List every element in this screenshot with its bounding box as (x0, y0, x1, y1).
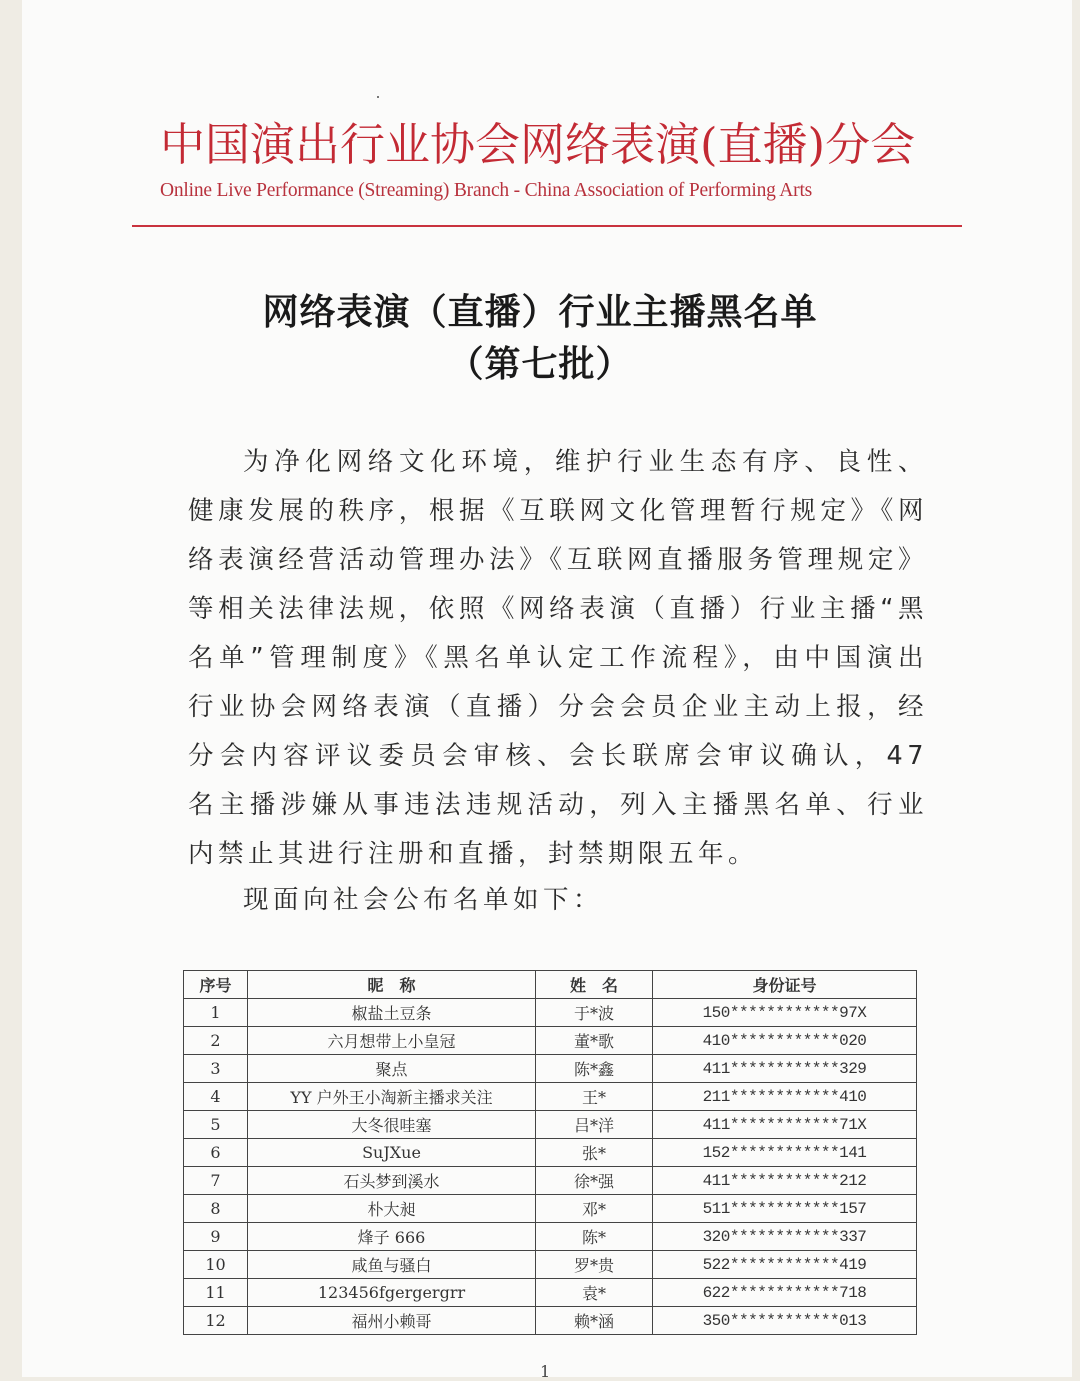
cell-id-number: 152************141 (653, 1139, 917, 1167)
table-row (184, 1307, 917, 1335)
body-paragraph (188, 438, 928, 879)
table-row (184, 999, 917, 1027)
cell-nickname: 石头梦到溪水 (248, 1167, 536, 1195)
cell-id-number: 150************97X (653, 999, 917, 1027)
cell-id-number: 622************718 (653, 1279, 917, 1307)
table-row (184, 1195, 917, 1223)
cell-id-number: 350************013 (653, 1307, 917, 1335)
cell-seq: 7 (184, 1167, 248, 1195)
cell-nickname: 大冬很哇塞 (248, 1111, 536, 1139)
table-row (184, 1279, 917, 1307)
letterhead-org-name-en: Online Live Performance (Streaming) Branch - China Association of Performing Arts (160, 180, 813, 201)
document-subtitle-batch: （第七批） (447, 344, 633, 385)
cell-id-number: 522************419 (653, 1251, 917, 1279)
letterhead-org-name-cn: 中国演出行业协会网络表演(直播)分会 (160, 118, 916, 171)
cell-name: 王* (536, 1083, 653, 1111)
scan-speck (377, 96, 379, 98)
cell-nickname: 咸鱼与骚白 (248, 1251, 536, 1279)
cell-id-number: 511************157 (653, 1195, 917, 1223)
cell-id-number: 411************212 (653, 1167, 917, 1195)
header-seq: 序号 (184, 971, 248, 999)
page-number: 1 (540, 1362, 551, 1381)
cell-name: 陈*鑫 (536, 1055, 653, 1083)
table-header-row (184, 971, 917, 999)
cell-seq: 8 (184, 1195, 248, 1223)
cell-name: 张* (536, 1139, 653, 1167)
cell-name: 于*波 (536, 999, 653, 1027)
cell-id-number: 320************337 (653, 1223, 917, 1251)
cell-name: 罗*贵 (536, 1251, 653, 1279)
cell-id-number: 410************020 (653, 1027, 917, 1055)
cell-nickname: 六月想带上小皇冠 (248, 1027, 536, 1055)
table-row (184, 1027, 917, 1055)
cell-name: 董*歌 (536, 1027, 653, 1055)
cell-id-number: 411************329 (653, 1055, 917, 1083)
cell-seq: 10 (184, 1251, 248, 1279)
cell-nickname: 聚点 (248, 1055, 536, 1083)
cell-seq: 4 (184, 1083, 248, 1111)
cell-nickname: SuJXue (248, 1139, 536, 1167)
cell-seq: 12 (184, 1307, 248, 1335)
header-name: 姓 名 (536, 971, 653, 999)
cell-seq: 6 (184, 1139, 248, 1167)
cell-seq: 9 (184, 1223, 248, 1251)
table-row (184, 1111, 917, 1139)
announcement-line: 现面向社会公布名单如下： (243, 885, 604, 915)
cell-nickname: 福州小赖哥 (248, 1307, 536, 1335)
table-row (184, 1167, 917, 1195)
table-row (184, 1055, 917, 1083)
cell-name: 袁* (536, 1279, 653, 1307)
table-row (184, 1083, 917, 1111)
cell-name: 徐*强 (536, 1167, 653, 1195)
cell-seq: 1 (184, 999, 248, 1027)
cell-id-number: 411************71X (653, 1111, 917, 1139)
cell-name: 吕*洋 (536, 1111, 653, 1139)
header-id-number: 身份证号 (653, 971, 917, 999)
header-nickname: 昵 称 (248, 971, 536, 999)
cell-seq: 11 (184, 1279, 248, 1307)
cell-nickname: YY 户外王小淘新主播求关注 (248, 1083, 536, 1111)
table-row (184, 1223, 917, 1251)
letterhead-divider (132, 225, 962, 227)
table-row (184, 1139, 917, 1167)
document-title: 网络表演（直播）行业主播黑名单 (262, 292, 818, 333)
cell-name: 陈* (536, 1223, 653, 1251)
cell-nickname: 123456fgergergrr (248, 1279, 536, 1307)
cell-nickname: 烽子 666 (248, 1223, 536, 1251)
blacklist-table (183, 970, 917, 1335)
cell-nickname: 椒盐土豆条 (248, 999, 536, 1027)
body-paragraph-text: 为净化网络文化环境，维护行业生态有序、良性、健康发展的秩序，根据《互联网文化管理暂行规定》《网络表演经营活动管理办法》《互联网直播服务管理规定》等相关法律法规，依照《网络表演（直播）行业主播“黑名单”管理制度》《黑名单认定工作流程》，由中国演出行业协会网络表演（直播）分会会员企业主动上报，经分会内容评议委员会审核、会长联席会审议确认，47 名主播涉嫌从事违法违规活动，列入主播黑名单、行业内禁止其进行注册和直播，封禁期限五年。 (188, 447, 928, 869)
cell-seq: 2 (184, 1027, 248, 1055)
cell-seq: 3 (184, 1055, 248, 1083)
cell-nickname: 朴大昶 (248, 1195, 536, 1223)
cell-name: 邓* (536, 1195, 653, 1223)
cell-seq: 5 (184, 1111, 248, 1139)
cell-name: 赖*涵 (536, 1307, 653, 1335)
table-row (184, 1251, 917, 1279)
cell-id-number: 211************410 (653, 1083, 917, 1111)
